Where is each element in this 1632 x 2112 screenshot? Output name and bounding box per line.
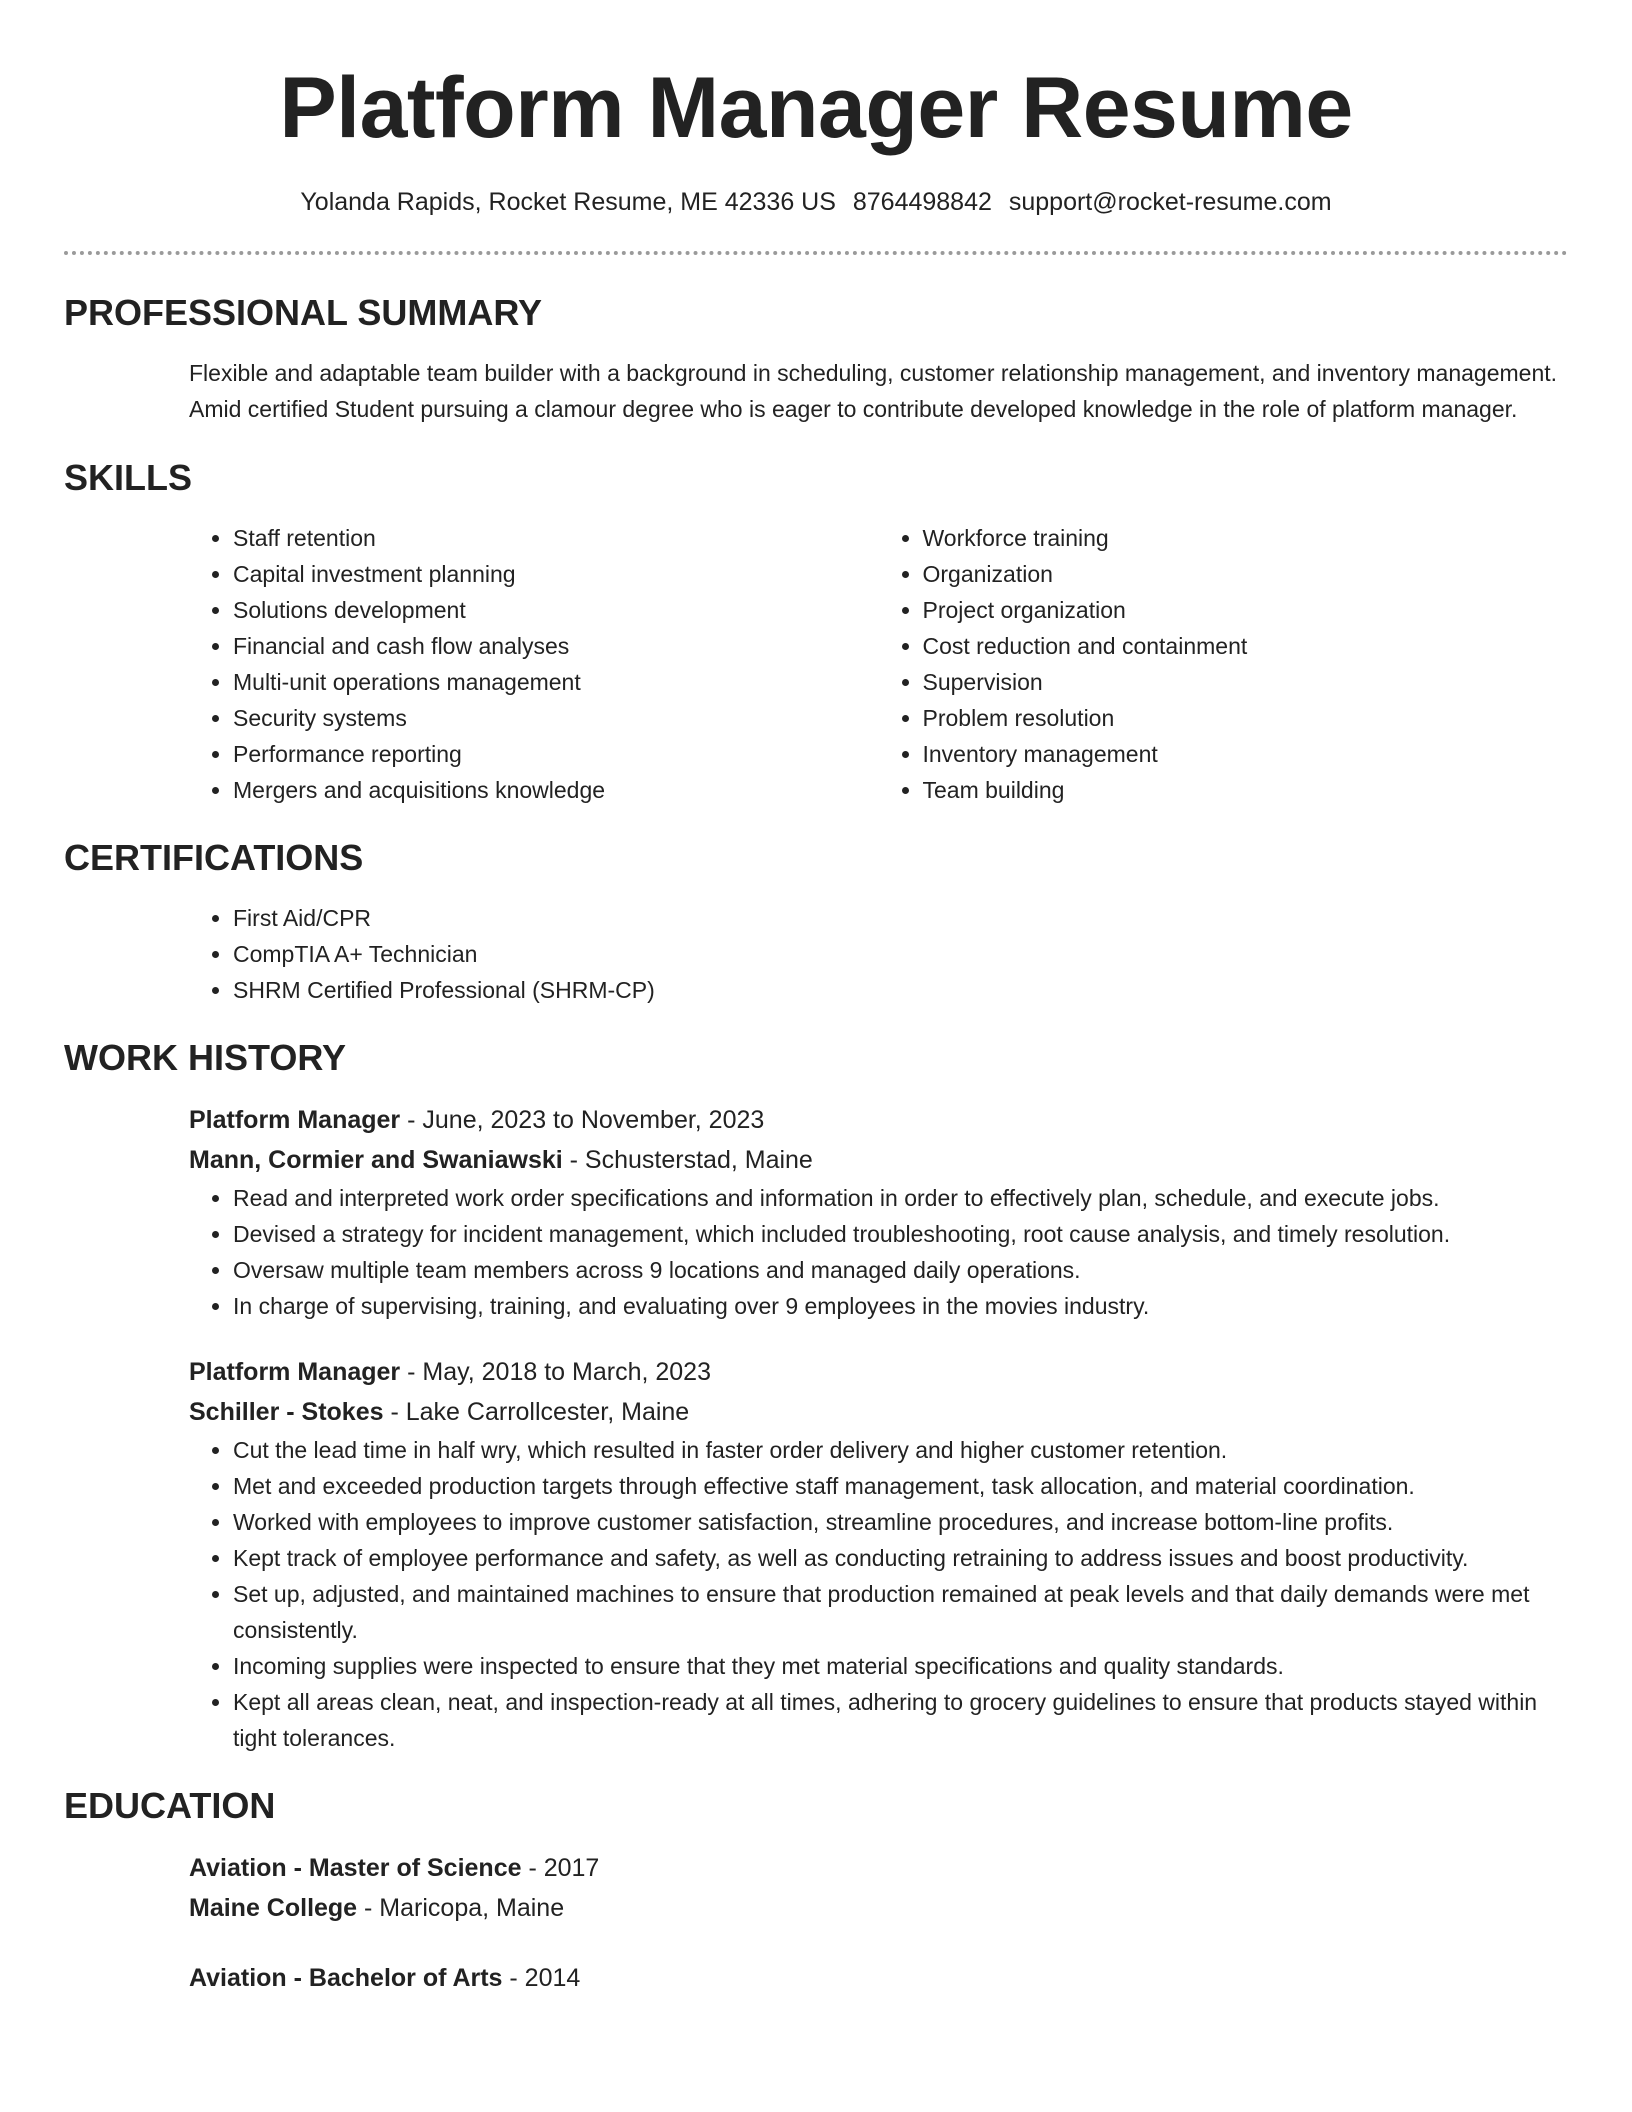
- job-company-line: [189, 1392, 1568, 1432]
- list-item: • Multi-unit operations management: [233, 664, 879, 700]
- list-item: • Met and exceeded production targets through effective staff management, task allocation, and material coordination.: [233, 1468, 1568, 1504]
- summary-text: Flexible and adaptable team builder with a background in scheduling, customer relationship management, and inventory management. Amid certified Student pursuing a clamour degree who is eager to contribute developed knowledge in the role of platform manager.: [189, 360, 1558, 422]
- contact-phone: 8764498842: [852, 188, 992, 216]
- list-item: • Cut the lead time in half wry, which resulted in faster order delivery and higher customer retention.: [233, 1432, 1568, 1468]
- list-item: • Security systems: [233, 700, 879, 736]
- job-dates: - May, 2018 to March, 2023: [400, 1358, 711, 1386]
- job-duties-list: [189, 1180, 1568, 1324]
- contact-email: support@rocket-resume.com: [1008, 188, 1332, 216]
- list-item: • Inventory management: [923, 736, 1569, 772]
- job-company-line: [189, 1140, 1568, 1180]
- list-item: • Oversaw multiple team members across 9 locations and managed daily operations.: [233, 1252, 1568, 1288]
- job-location: - Lake Carrollcester, Maine: [383, 1398, 690, 1426]
- education-section: [64, 1784, 1568, 1998]
- work-history-section: [64, 1036, 1568, 1756]
- job-title: Platform Manager: [189, 1106, 401, 1134]
- list-item: • Team building: [923, 772, 1569, 808]
- list-item: • Mergers and acquisitions knowledge: [233, 772, 879, 808]
- degree-line: [189, 1848, 1568, 1888]
- work-history-heading: WORK HISTORY: [64, 1037, 347, 1078]
- certifications-section: [64, 836, 1568, 1008]
- list-item: • Worked with employees to improve customer satisfaction, streamline procedures, and increase bottom-line profits.: [233, 1504, 1568, 1540]
- list-item: • Supervision: [923, 664, 1569, 700]
- list-item: • Devised a strategy for incident management, which included troubleshooting, root cause analysis, and timely resolution.: [233, 1216, 1568, 1252]
- list-item: • Cost reduction and containment: [923, 628, 1569, 664]
- degree-year: - 2017: [521, 1854, 600, 1882]
- list-item: • Project organization: [923, 592, 1569, 628]
- certifications-list: [189, 900, 1568, 1008]
- job-title: Platform Manager: [189, 1358, 401, 1386]
- list-item: • Read and interpreted work order specifications and information in order to effectively plan, schedule, and execute jobs.: [233, 1180, 1568, 1216]
- summary-heading: PROFESSIONAL SUMMARY: [64, 292, 543, 333]
- skills-left-list: [189, 520, 879, 808]
- list-item: • In charge of supervising, training, and evaluating over 9 employees in the movies industry.: [233, 1288, 1568, 1324]
- header-divider: [64, 251, 1568, 255]
- list-item: • Kept track of employee performance and safety, as well as conducting retraining to address issues and boost productivity.: [233, 1540, 1568, 1576]
- list-item: • Solutions development: [233, 592, 879, 628]
- job-duties-list: [189, 1432, 1568, 1756]
- education-heading: EDUCATION: [64, 1785, 276, 1826]
- degree-year: - 2014: [502, 1964, 581, 1992]
- job-company: Mann, Cormier and Swaniawski: [189, 1146, 563, 1174]
- degree-line: [189, 1958, 1568, 1998]
- school-line: [189, 1888, 1568, 1928]
- list-item: • SHRM Certified Professional (SHRM-CP): [233, 972, 1568, 1008]
- list-item: • Kept all areas clean, neat, and inspection-ready at all times, adhering to grocery guidelines to ensure that products stayed within tight tolerances.: [233, 1684, 1568, 1756]
- school-location: - Maricopa, Maine: [357, 1894, 565, 1922]
- degree-name: Aviation - Master of Science: [189, 1854, 522, 1882]
- degree-name: Aviation - Bachelor of Arts: [189, 1964, 503, 1992]
- list-item: • Capital investment planning: [233, 556, 879, 592]
- list-item: • Organization: [923, 556, 1569, 592]
- certifications-heading: CERTIFICATIONS: [64, 837, 364, 878]
- skills-section: [64, 456, 1568, 808]
- list-item: • Workforce training: [923, 520, 1569, 556]
- job-dates: - June, 2023 to November, 2023: [400, 1106, 765, 1134]
- list-item: • First Aid/CPR: [233, 900, 1568, 936]
- job-title-line: [189, 1100, 1568, 1140]
- school-name: Maine College: [189, 1894, 358, 1922]
- education-entry: [189, 1848, 1568, 1928]
- skills-grid: [189, 520, 1568, 808]
- list-item: • Incoming supplies were inspected to ensure that they met material specifications and quality standards.: [233, 1648, 1568, 1684]
- list-item: • Performance reporting: [233, 736, 879, 772]
- list-item: • Financial and cash flow analyses: [233, 628, 879, 664]
- job-company: Schiller - Stokes: [189, 1398, 384, 1426]
- contact-address: Yolanda Rapids, Rocket Resume, ME 42336 US: [300, 188, 836, 216]
- list-item: • Staff retention: [233, 520, 879, 556]
- list-item: • Set up, adjusted, and maintained machines to ensure that production remained at peak levels and that daily demands were met consistently.: [233, 1576, 1568, 1648]
- job-entry: [189, 1352, 1568, 1756]
- list-item: • CompTIA A+ Technician: [233, 936, 1568, 972]
- list-item: • Problem resolution: [923, 700, 1569, 736]
- skills-heading: SKILLS: [64, 457, 193, 498]
- contact-line: [64, 186, 1568, 218]
- education-entry: [189, 1958, 1568, 1998]
- summary-section: [64, 291, 1568, 427]
- job-title-line: [189, 1352, 1568, 1392]
- skills-right-list: [879, 520, 1569, 808]
- resume-title: Platform Manager Resume: [279, 60, 1353, 156]
- job-location: - Schusterstad, Maine: [562, 1146, 813, 1174]
- job-entry: [189, 1100, 1568, 1324]
